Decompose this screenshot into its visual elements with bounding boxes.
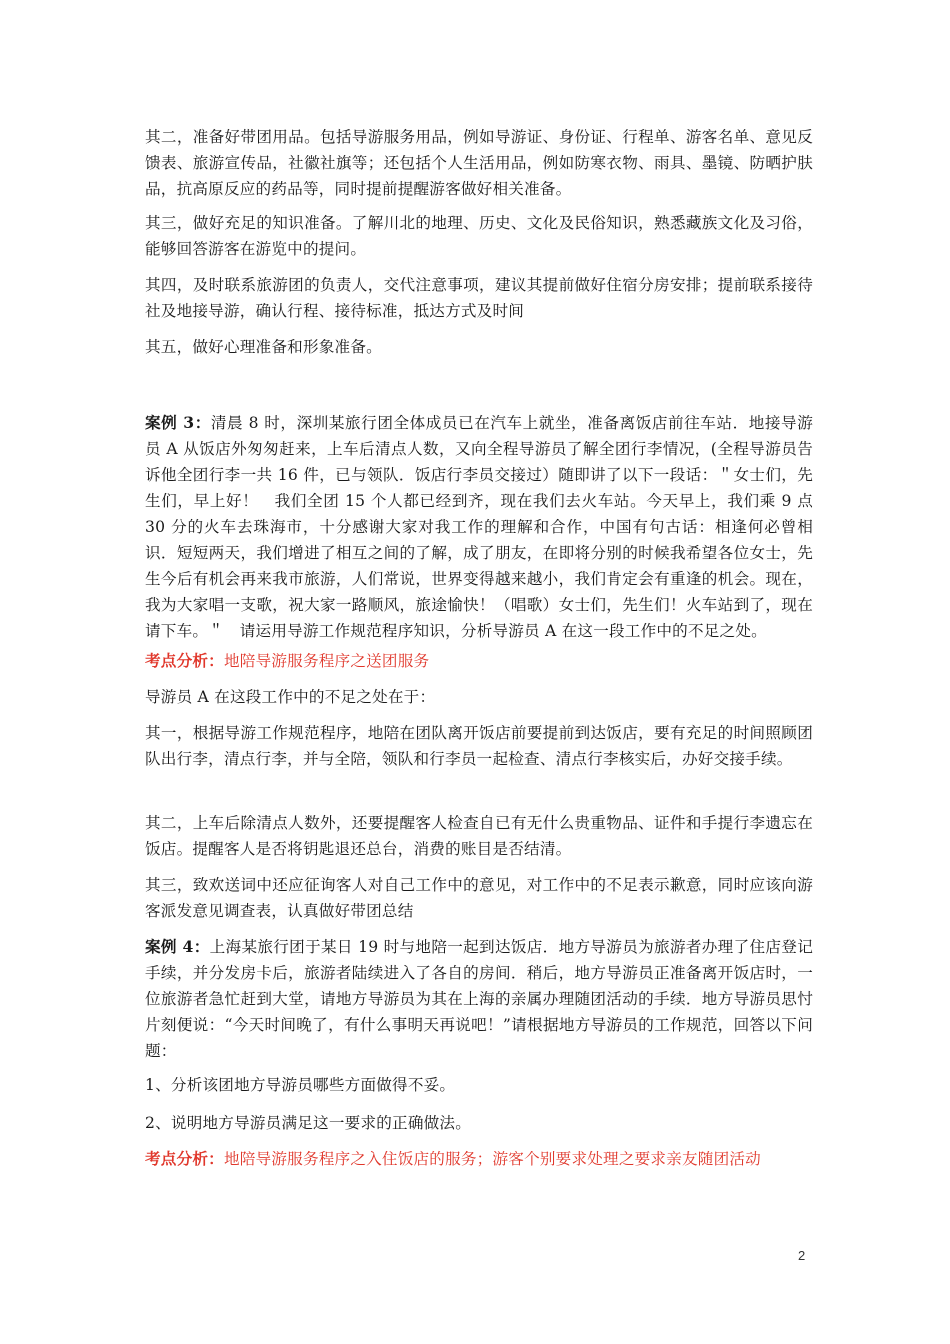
paragraph-item-2: 其二，准备好带团用品。包括导游服务用品，例如导游证、身份证、行程单、游客名单、意见反馈表、旅游宣传品，社徽社旗等；还包括个人生活用品，例如防寒衣物、雨具、墨镜、防晒护肤品，抗高原反应的药品等，同时提前提醒游客做好相关准备。 bbox=[145, 128, 813, 198]
case3-answer-intro: 导游员 A 在这段工作中的不足之处在于： bbox=[145, 688, 436, 706]
case3-analysis-label: 考点分析： bbox=[145, 651, 224, 670]
case4-question-1: 1、分析该团地方导游员哪些方面做得不妥。 bbox=[145, 1076, 456, 1094]
page-number: 2 bbox=[798, 1248, 806, 1263]
case4-text: 上海某旅行团于某日 19 时与地陪一起到达饭店．地方导游员为旅游者办理了住店登记手续，并分发房卡后，旅游者陆续进入了各自的房间．稍后，地方导游员正准备离开饭店时，一位旅游者急忙赶到大堂，请地方导游员为其在上海的亲属办理随团活动的手续．地方导游员思忖片刻便说：“今天时间晚了，有什么事明天再说吧！”请根据地方导游员的工作规范，回答以下问题： bbox=[145, 938, 813, 1060]
case3-analysis bbox=[145, 648, 813, 674]
case3-text: 清晨 8 时，深圳某旅行团全体成员已在汽车上就坐，准备离饭店前往车站．地接导游员 A 从饭店外匆匆赶来，上车后清点人数，又向全程导游员了解全团行李情况，(全程导游员告诉他全团行李一共 16 件，已与领队．饭店行李员交接过）随即讲了以下一段话：＂女士们，先生们，早上好！ 我们全团 15 个人都已经到齐，现在我们去火车站。今天早上，我们乘 9 点 30 分的火车去珠海市，十分感谢大家对我工作的理解和合作，中国有句古话：相逢何必曾相识．短短两天，我们增进了相互之间的了解，成了朋友，在即将分别的时候我希望各位女士，先生今后有机会再来我市旅游，人们常说，世界变得越来越小，我们肯定会有重逢的机会。现在，我为大家唱一支歌，祝大家一路顺风，旅途愉快！（唱歌）女士们，先生们！火车站到了，现在请下车。＂ 请运用导游工作规范程序知识，分析导游员 A 在这一段工作中的不足之处。 bbox=[145, 414, 813, 640]
case3-answer-1: 其一，根据导游工作规范程序，地陪在团队离开饭店前要提前到达饭店，要有充足的时间照顾团队出行李，清点行李，并与全陪，领队和行李员一起检查、清点行李核实后，办好交接手续。 bbox=[145, 724, 813, 768]
case4-analysis-label: 考点分析： bbox=[145, 1149, 224, 1168]
case4-analysis-text: 地陪导游服务程序之入住饭店的服务；游客个别要求处理之要求亲友随团活动 bbox=[223, 1150, 761, 1168]
case3-analysis-text: 地陪导游服务程序之送团服务 bbox=[223, 652, 430, 670]
case3-label: 案例 3： bbox=[145, 413, 211, 432]
paragraph-item-4: 其四，及时联系旅游团的负责人，交代注意事项，建议其提前做好住宿分房安排；提前联系接待社及地接导游，确认行程、接待标准，抵达方式及时间 bbox=[145, 276, 813, 320]
case4-analysis bbox=[145, 1146, 813, 1172]
case4-label: 案例 4： bbox=[145, 937, 210, 956]
case4-paragraph bbox=[145, 934, 813, 1064]
case3-paragraph bbox=[145, 410, 813, 644]
paragraph-item-3: 其三，做好充足的知识准备。了解川北的地理、历史、文化及民俗知识，熟悉藏族文化及习俗，能够回答游客在游览中的提问。 bbox=[145, 214, 813, 258]
case4-question-2: 2、说明地方导游员满足这一要求的正确做法。 bbox=[145, 1114, 471, 1132]
case3-answer-3: 其三，致欢送词中还应征询客人对自己工作中的意见，对工作中的不足表示歉意，同时应该向游客派发意见调查表，认真做好带团总结 bbox=[145, 876, 813, 920]
case3-answer-2: 其二，上车后除清点人数外，还要提醒客人检查自已有无什么贵重物品、证件和手提行李遗忘在饭店。提醒客人是否将钥匙退还总台，消费的账目是否结清。 bbox=[145, 814, 813, 858]
paragraph-item-5: 其五，做好心理准备和形象准备。 bbox=[145, 338, 382, 356]
